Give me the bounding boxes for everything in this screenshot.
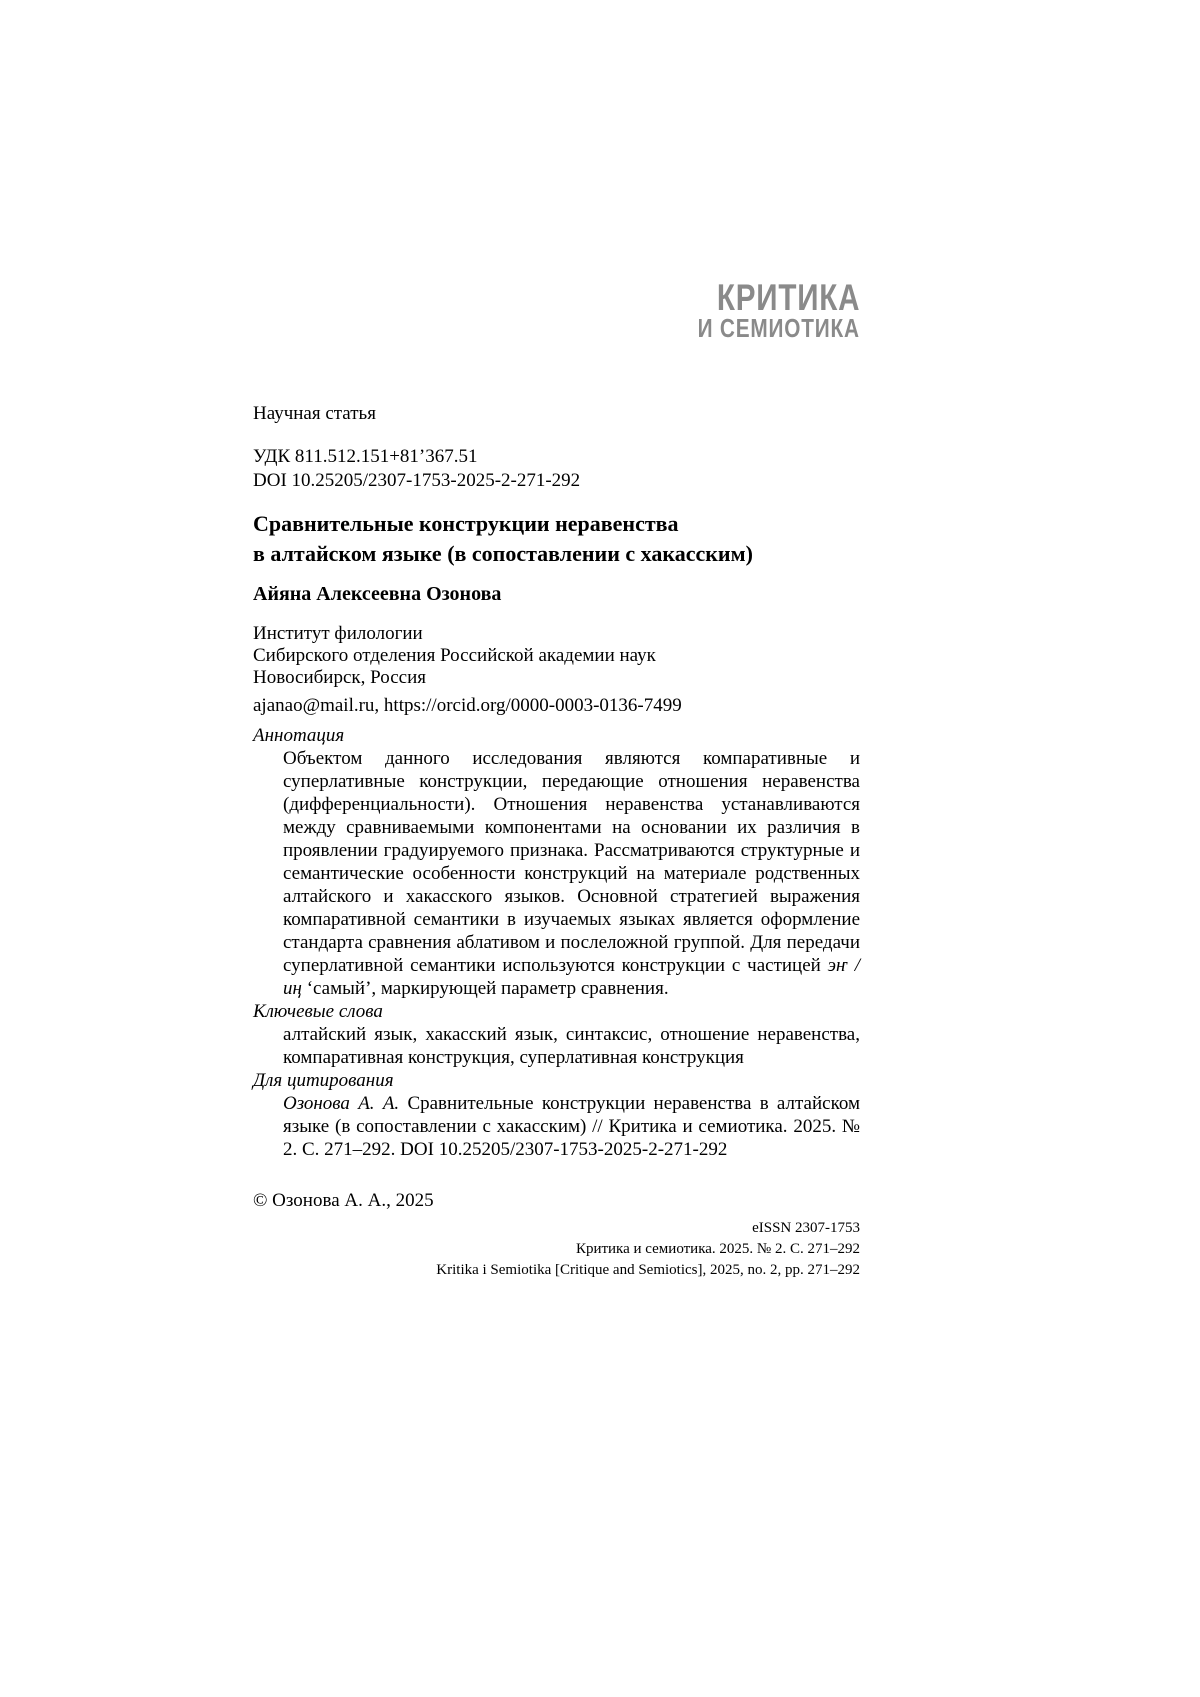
udc-line: УДК 811.512.151+81’367.51 [253, 446, 478, 467]
article-title-line-1: Сравнительные конструкции неравенства [253, 511, 679, 536]
affiliation-line-3: Новосибирск, Россия [253, 667, 426, 688]
citation-label: Для цитирования [253, 1070, 394, 1091]
identifiers-block [253, 445, 860, 493]
journal-logo-line-2: И СЕМИОТИКА [697, 313, 860, 343]
footer-imprint-ru: Критика и семиотика. 2025. № 2. С. 271–292 [575, 1241, 860, 1257]
author-name: Айяна Алексеевна Озонова [253, 583, 502, 605]
abstract-text [253, 747, 860, 1000]
abstract-text-part-2: ‘самый’, маркирующей параметр сравнения. [301, 978, 669, 999]
footer-imprint [436, 1218, 860, 1281]
affiliation-line-1: Институт филологии [253, 623, 423, 644]
citation-authors: Озонова А. А. [283, 1093, 400, 1114]
journal-logo-line-1: КРИТИКА [716, 277, 860, 318]
citation-body: Сравнительные конструкции неравенства в алтайском языке (в сопоставлении с хакасским) // Критика и семиотика. 2025. № 2. С. 271–292. DOI 10.25205/2307-1753-2025-2-271-292 [283, 1093, 861, 1160]
article-title-line-2: в алтайском языке (в сопоставлении с хакасским) [253, 541, 753, 566]
doi-line: DOI 10.25205/2307-1753-2025-2-271-292 [253, 470, 581, 491]
article-type-label: Научная статья [253, 403, 376, 424]
abstract-section [253, 724, 860, 1000]
citation-section [253, 1069, 860, 1161]
journal-logo [253, 277, 860, 343]
citation-text [253, 1092, 860, 1161]
article-title [253, 509, 860, 569]
keywords-label: Ключевые слова [253, 1001, 383, 1022]
abstract-label: Аннотация [253, 725, 345, 746]
affiliation-line-2: Сибирского отделения Российской академии наук [253, 645, 656, 666]
author-contact-line[interactable]: ajanao@mail.ru, https://orcid.org/0000-0003-0136-7499 [253, 695, 682, 716]
copyright-line: © Озонова А. А., 2025 [253, 1190, 434, 1211]
footer-eissn: eISSN 2307-1753 [752, 1220, 860, 1236]
page-content [253, 0, 860, 1212]
affiliation-block [253, 623, 860, 689]
keywords-section [253, 1000, 860, 1069]
abstract-particle: эҥ / иң [283, 955, 860, 999]
abstract-text-part-1: Объектом данного исследования являются компаративные и суперлативные конструкции, передающие отношения неравенства (дифференциальности). Отношения неравенства устанавливаются между сравниваемыми компонентами на основании их различия в проявлении градуируемого признака. Рассматриваются структурные и семантические особенности конструкций на материале родственных алтайского и хакасского языков. Основной стратегией выражения компаративной семантики в изучаемых языках является оформление стандарта сравнения аблативом и послеложной группой. Для передачи суперлативной семантики используются конструкции с частицей [283, 748, 860, 976]
footer-imprint-en: Kritika i Semiotika [Critique and Semiotics], 2025, no. 2, pp. 271–292 [436, 1262, 860, 1278]
keywords-text: алтайский язык, хакасский язык, синтаксис, отношение неравенства, компаративная конструкция, суперлативная конструкция [283, 1024, 860, 1068]
